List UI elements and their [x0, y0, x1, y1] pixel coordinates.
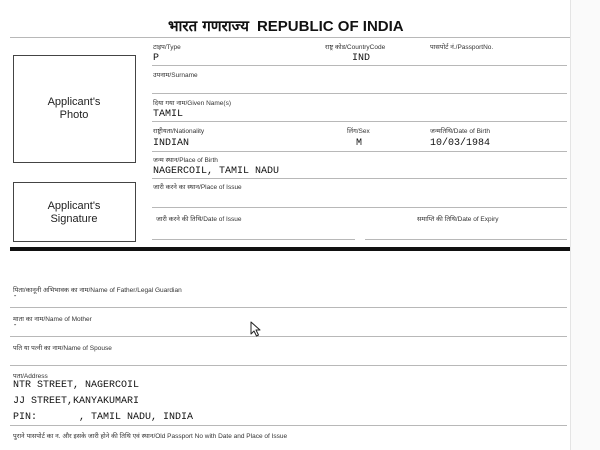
spouse-rule	[10, 365, 567, 366]
place-of-birth-rule	[152, 178, 567, 179]
passport-no-label: पासपोर्ट नं./PassportNo.	[430, 44, 494, 51]
father-guardian-label: पिता/कानूनी अभिभावक का नाम/Name of Father/Legal Guardian	[13, 287, 182, 294]
place-of-issue-rule	[152, 207, 567, 208]
date-of-expiry-rule	[365, 239, 567, 240]
date-of-birth-value: 10/03/1984	[430, 138, 491, 149]
surname-rule	[152, 93, 567, 94]
page-margin	[571, 0, 600, 450]
type-label: टाइप/Type	[153, 44, 181, 51]
nationality-rule	[152, 151, 567, 152]
applicant-signature-box	[13, 182, 136, 242]
mother-label: माता का नाम/Name of Mother	[13, 316, 92, 323]
document-title	[168, 16, 404, 36]
place-of-birth-value: NAGERCOIL, TAMIL NADU	[153, 166, 280, 177]
applicant-photo-label: Applicant's Photo	[47, 96, 101, 121]
mother-rule	[10, 336, 567, 337]
place-of-birth-label: जन्म स्थान/Place of Birth	[153, 157, 218, 164]
address-label: पता/Address	[13, 373, 48, 380]
address-line-3: PIN: , TAMIL NADU, INDIA	[13, 412, 194, 423]
applicant-signature-label: Applicant's Signature	[47, 200, 101, 225]
place-of-issue-label: जारी करने का स्थान/Place of Issue	[153, 184, 242, 191]
title-english: REPUBLIC OF INDIA	[256, 18, 404, 35]
type-rule	[152, 65, 567, 66]
date-of-birth-label: जन्मतिथि/Date of Birth	[430, 128, 490, 135]
title-hindi: भारत गणराज्य	[168, 17, 249, 35]
sex-value: M	[356, 138, 363, 149]
nationality-label: राष्ट्रीयता/Nationality	[153, 128, 205, 135]
applicant-photo-box	[13, 55, 136, 163]
country-code-value: IND	[352, 53, 371, 64]
spouse-label: पति या पत्नी का नाम/Name of Spouse	[13, 345, 112, 352]
given-names-rule	[152, 121, 567, 122]
date-of-expiry-label: समाप्ति की तिथि/Date of Expiry	[417, 216, 499, 223]
old-passport-label: पुराने पासपोर्ट का न. और इसके जारी होने की तिथि एवं स्थान/Old Passport No with Date and Place of Issue	[13, 433, 288, 440]
country-code-label: राष्ट्र कोड/CountryCode	[325, 44, 386, 51]
address-rule	[10, 425, 567, 426]
date-of-issue-label: जारी करने की तिथि/Date of Issue	[156, 216, 242, 223]
date-of-issue-rule	[152, 239, 355, 240]
father-guardian-rule	[10, 307, 567, 308]
mouse-cursor-icon	[250, 321, 262, 337]
mother-value: -	[13, 322, 18, 330]
nationality-value: INDIAN	[153, 138, 190, 149]
given-names-value: TAMIL	[153, 109, 184, 120]
type-value: P	[153, 53, 160, 64]
surname-label: उपनाम/Surname	[153, 72, 198, 79]
header-rule	[10, 37, 570, 38]
father-guardian-value: -	[13, 293, 18, 301]
address-line-2: JJ STREET,KANYAKUMARI	[13, 396, 140, 407]
address-line-1: NTR STREET, NAGERCOIL	[13, 380, 140, 391]
given-names-label: दिया गया नाम/Given Name(s)	[153, 100, 232, 107]
section-separator	[10, 247, 570, 251]
sex-label: लिंग/Sex	[347, 128, 370, 135]
